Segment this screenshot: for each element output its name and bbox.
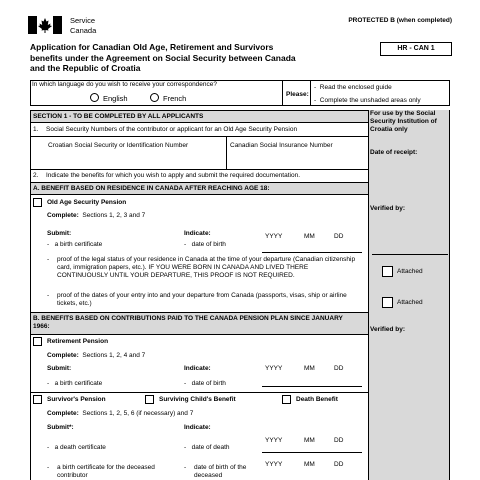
canadian-sin-label: Canadian Social Insurance Number xyxy=(230,142,333,149)
language-question: In which language do you wish to receive your correspondence? xyxy=(32,81,218,88)
retirement-dob-line[interactable] xyxy=(262,386,362,387)
survivor-label: Survivor's Pension xyxy=(47,396,106,403)
oas-checkbox[interactable] xyxy=(33,198,42,207)
retirement-submit-label: Submit: xyxy=(47,365,72,372)
child-benefit-label: Surviving Child's Benefit xyxy=(159,396,236,403)
canadian-sin-field[interactable] xyxy=(227,152,367,168)
death-cert: - a death certificate xyxy=(47,444,106,451)
retirement-birth-cert: - a birth certificate xyxy=(47,380,103,387)
deceased-dd: DD xyxy=(334,461,344,468)
question-2-text: Indicate the benefits for which you wish to apply and submit the required documentation. xyxy=(46,172,301,179)
page-title: Application for Canadian Old Age, Retirement and Survivors benefits under the Agreement on Social Security between Canada and the Republic of Croatia xyxy=(30,42,296,73)
proof-legal-dash: - xyxy=(47,256,50,263)
please-label: Please: xyxy=(286,91,309,98)
retirement-yyyy: YYYY xyxy=(265,365,283,372)
croatian-sin-label: Croatian Social Security or Identification Number xyxy=(48,142,189,149)
retirement-dd: DD xyxy=(334,365,344,372)
french-label: French xyxy=(163,94,187,103)
date-of-receipt-label: Date of receipt: xyxy=(370,149,418,156)
oas-dd: DD xyxy=(334,233,344,240)
oas-yyyy: YYYY xyxy=(265,233,283,240)
canada-flag-logo xyxy=(28,16,62,34)
deceased-birth-cert: a birth certificate for the deceased contributor xyxy=(57,464,155,479)
retirement-label: Retirement Pension xyxy=(47,338,109,345)
death-yyyy: YYYY xyxy=(265,437,283,444)
retirement-complete: Complete: Sections 1, 2, 4 and 7 xyxy=(47,352,146,359)
attached-label-1: Attached xyxy=(397,268,423,275)
oas-indicate-label: Indicate: xyxy=(184,230,211,237)
oas-complete: Complete: Sections 1, 2, 3 and 7 xyxy=(47,212,146,219)
section-b-title: B. BENEFITS BASED ON CONTRIBUTIONS PAID TO THE CANADA PENSION PLAN SINCE JANUARY 1966: xyxy=(33,315,343,330)
death-dd: DD xyxy=(334,437,344,444)
official-use-column xyxy=(368,110,450,480)
retirement-indicate-label: Indicate: xyxy=(184,365,211,372)
instruction-2: - Complete the unshaded areas only xyxy=(314,97,421,104)
service-label: Service xyxy=(70,16,96,25)
oas-dob-line[interactable] xyxy=(262,252,362,253)
survivor-indicate-label: Indicate: xyxy=(184,424,211,431)
protected-label: PROTECTED B (when completed) xyxy=(348,17,452,24)
oas-label: Old Age Security Pension xyxy=(47,199,127,206)
section-1-title: SECTION 1 - TO BE COMPLETED BY ALL APPLICANTS xyxy=(33,113,204,120)
survivor-checkbox[interactable] xyxy=(33,395,42,404)
question-2-number: 2. xyxy=(33,172,39,179)
canada-label: Canada xyxy=(70,26,97,35)
survivor-complete: Complete: Sections 1, 2, 5, 6 (if necessary) and 7 xyxy=(47,410,194,417)
dod-label: - date of death xyxy=(184,444,230,451)
retirement-mm: MM xyxy=(304,365,315,372)
croatian-sin-field[interactable] xyxy=(31,152,225,168)
english-label: English xyxy=(103,94,128,103)
oas-submit-label: Submit: xyxy=(47,230,72,237)
proof-dates-dash: - xyxy=(47,292,50,299)
retirement-checkbox[interactable] xyxy=(33,337,42,346)
deceased-yyyy: YYYY xyxy=(265,461,283,468)
dod-line[interactable] xyxy=(262,452,362,453)
official-use-title: For use by the Social Security Institution of Croatia only xyxy=(370,110,437,133)
deceased-mm: MM xyxy=(304,461,315,468)
deceased-dob-label: date of birth of the deceased xyxy=(194,464,247,479)
section-a-title: A. BENEFIT BASED ON RESIDENCE IN CANADA AFTER REACHING AGE 18: xyxy=(33,185,270,192)
child-benefit-checkbox[interactable] xyxy=(145,395,154,404)
verified-by-label-2: Verified by: xyxy=(370,326,406,333)
attached-label-2: Attached xyxy=(397,299,423,306)
french-radio[interactable] xyxy=(150,93,159,102)
question-1-text: Social Security Numbers of the contributor or applicant for an Old Age Security Pension xyxy=(46,126,298,133)
death-mm: MM xyxy=(304,437,315,444)
attached-checkbox-1[interactable] xyxy=(382,266,393,277)
deceased-birth-dash: - xyxy=(47,464,50,471)
retirement-dob-label: - date of birth xyxy=(184,380,226,387)
survivor-submit-label: Submit*: xyxy=(47,424,74,431)
proof-dates-text: proof of the dates of your entry into and your departure from Canada (passports, visas, ship or airline tickets, etc.) xyxy=(57,292,347,307)
oas-birth-cert: - a birth certificate xyxy=(47,241,103,248)
form-code: HR - CAN 1 xyxy=(380,42,452,56)
oas-dob-label: - date of birth xyxy=(184,241,226,248)
death-benefit-label: Death Benefit xyxy=(296,396,338,403)
verified-by-label-1: Verified by: xyxy=(370,205,406,212)
english-radio[interactable] xyxy=(90,93,99,102)
attached-checkbox-2[interactable] xyxy=(382,297,393,308)
instruction-1: - Read the enclosed guide xyxy=(314,84,392,91)
proof-legal-text: proof of the legal status of your residence in Canada at the time of your departure (Canadian citizenship card, immigration papers, etc.). IF YOU WERE BORN IN CANADA AND LIVED THERE CONTINUOUSLY UNTIL YOUR DEPARTURE, THIS PROOF IS NOT REQUIRED. xyxy=(57,256,356,279)
deceased-dob-dash: - xyxy=(184,464,187,471)
death-benefit-checkbox[interactable] xyxy=(282,395,291,404)
oas-mm: MM xyxy=(304,233,315,240)
question-1-number: 1. xyxy=(33,126,39,133)
